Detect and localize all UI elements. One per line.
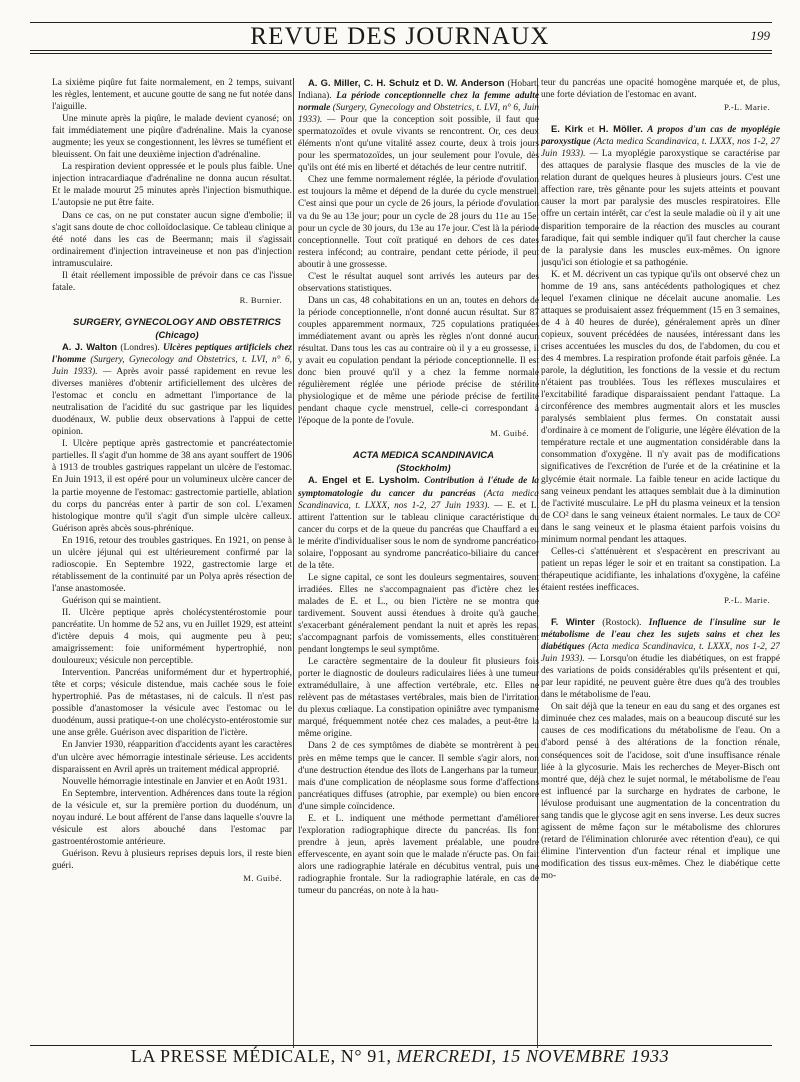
article-author: A. J. Walton <box>62 340 118 352</box>
article-title: A propos d'un cas de myoplégie paroxystique <box>541 125 780 148</box>
paragraph: I. Ulcère peptique après gastrectomie et pancréatectomie partielles. Il s'agit d'un homme de 38 ans ayant souffert de 1906 à 1913 de troubles gastriques rappelant un ulcère de l'estomac. En Juin 1913, il est opéré pour un volumineux ulcère cancer de la partie moyenne de l'estomac: gastrectomie partielle, ablation du corps du pancréas enter à partir de son col. L'examen histologique montre qu'il s'agit d'un simple ulcère calleux. Guérison après abcès sous-phrénique. <box>52 439 292 534</box>
paragraph: K. et M. décrivent un cas typique qu'ils ont observé chez un homme de 19 ans, sans antécédents pathologiques et chez lequel l'examen clinique ne décelait aucune anomalie. Les attaques se produisaient assez fréquemment (15 en 3 semaines, de 4 à 40 heures de durée), généralement après un dîner copieux, souvent précédées de nausées, intéressant dans les crises accentuées les muscles du dos, de l'abdomen, du cou et des 4 membres. La respiration profonde était parfois gênée. La parole, la déglutition, les fonctions de la vessie et du rectum n'étaient pas troublées. Tous les réflexes musculaires et l'excitabilité faradique disparaissaient pendant l'attaque. La circonférence des membres augmentait alors et les muscles paralysés semblaient plus fermes. On constatait aussi d'ordinaire à ce moment de l'oligurie, une légère élévation de la température rectale et une augmentation considérable dans la consommation d'oxygène. Il n'y avait pas de modifications significatives de l'excrétion de l'urée et de la créatinine et la glycémie était normale. La faible teneur en acide lactique du sang veineux pendant les attaques semblait due à la diminution de l'activité musculaire. Le pH du plasma veineux et la tension de CO² dans le sang veineux étaient normales. Le taux de CO² dans le sang veineux et le plasma étaient parfois voisins du minimum normal pendant les attaques. <box>541 269 780 545</box>
footer <box>0 1046 800 1067</box>
article-title: Ulcères peptiques artificiels chez l'homme <box>52 342 292 365</box>
page-number: 199 <box>750 28 770 43</box>
column-3 <box>541 77 780 1037</box>
paragraph: Nouvelle hémorragie intestinale en Janvier et en Août 1931. <box>62 776 288 787</box>
paragraph: C'est le résultat auquel sont arrivés les auteurs par des observations statistiques. <box>298 271 539 294</box>
journal-heading: SURGERY, GYNECOLOGY AND OBSTETRICS <box>73 316 281 328</box>
paragraph: Guérison. Revu à plusieurs reprises depuis lors, il reste bien guéri. <box>52 848 292 871</box>
paragraph: En 1916, retour des troubles gastriques. En 1921, on pense à un ulcère jéjunal qui est ultérieurement confirmé par la radioscopie. En Septembre 1922, gastrectomie large et rétablissement de la continuité par un Polya après résection de l'anse anastomosée. <box>52 535 292 594</box>
article-abstract <box>541 616 780 701</box>
article-reference: (Surgery, Gynecology and Obstetrics, t. LVI, n° 6, Juin 1933). — <box>52 354 292 378</box>
article-text: Lorsqu'on étudie les diabétiques, on est frappé des variations de poids considérables qu'ils présentent et qui, par leur rapidité, ne peuvent guère être dues qu'à des troubles dans le métabolisme de l'eau. <box>541 654 780 701</box>
signature: P.-L. Marie. <box>724 102 770 113</box>
paragraph: Intervention. Pancréas uniformément dur et hypertrophié, tête et corps; vésicule distendue, mais cachée sous le foie hypertrophié. Pas de métastases, ni de calculs. Il n'est pas possible d'anastomoser la vésicule avec l'estomac ou le duodénum, aussi pratique-t-on une cholécysto-entérostomie sur une anse grêle. Guérison avec disparition de l'ictère. <box>52 668 292 739</box>
article-author: A. Engel et E. Lysholm. <box>308 474 420 486</box>
signature: M. Guibé. <box>490 428 529 439</box>
author-place: (Hobart, Indiana). <box>298 79 539 102</box>
paragraph: Celles-ci s'atténuèrent et s'espacèrent en prescrivant au patient un repas léger le soir et en traitant sa constipation. La thérapeutique acidifiante, les inhalations d'oxygène, la caféine étaient restées inefficaces. <box>541 546 780 593</box>
article-title: Contribution à l'étude de la symptomatologie du cancer du pancréas <box>298 476 539 499</box>
paragraph: En Janvier 1930, réapparition d'accidents ayant les caractères d'un ulcère avec hémorragie intestinale sérieuse. Les accidents disparaissent en Avril après un traitement médical approprié. <box>52 740 292 775</box>
paragraph: Il était réellement impossible de prévoir dans ce cas l'issue fatale. <box>52 270 292 293</box>
column-2 <box>298 77 539 1037</box>
article-author: A. G. Miller, C. H. Schulz et D. W. Anderson <box>308 77 505 88</box>
paragraph: Dans ce cas, on ne put constater aucun signe d'embolie; il s'agit sans doute de choc colloïdoclasique. Ce tableau clinique a été noté dans les cas de Beermann; mais il s'agissait ordinairement d'injection intraveineuse et non pas d'injection intramusculaire. <box>52 210 292 269</box>
footer-journal: LA PRESSE MÉDICALE, N° 91, <box>130 1046 397 1066</box>
paragraph: Le caractère segmentaire de la douleur fit plusieurs fois porter le diagnostic de douleurs radiculaires liées à une tumeur extramédullaire, à une affection vertébrale, etc. Elles ne relèvent pas de métastases vertébrales, mais bien de l'irritation du plexus cœliaque. La constipation opiniâtre avec tympanisme marqué, fréquemment notée chez ces malades, a peut-être la même origine. <box>298 657 539 740</box>
article-author: F. Winter <box>551 616 595 628</box>
paragraph: Dans 2 de ces symptômes de diabète se montrèrent à peu près en même temps que le cancer. Il semble s'agir alors, non d'une destruction étendue des îlots de Langerhans par la tumeur, mais d'une complication de néoplasme sous forme d'affections pancréatiques diffuses (atrophie, par exemple) ou bien encore d'une simple coïncidence. <box>298 741 539 812</box>
footer-date: MERCREDI, 15 NOVEMBRE 1933 <box>396 1046 670 1066</box>
article-reference: (Acta medica Scandinavica, t. LXXX, nos 1-2, 27 Juin 1933). — <box>298 488 539 511</box>
article-title: Influence de l'insuline sur le métabolisme de l'eau chez les sujets sains et chez les diabétiques <box>541 618 780 653</box>
article-title: La période conceptionnelle chez la femme adulte normale <box>298 91 539 114</box>
signature: P.-L. Marie. <box>724 594 770 605</box>
article-text: Après avoir passé rapidement en revue les diverses manières d'obtenir artificiellement des ulcères de l'estomac et conclu en admettant l'importance de la neutralisation de l'acidité du suc gastrique par les liquides duodénaux, W. publie deux observations à l'appui de cette opinion. <box>52 367 292 438</box>
paragraph: Dans un cas, 48 cohabitations en un an, toutes en dehors de la période conceptionnelle, n'ont donné aucun résultat. Sur 87 couples apparemment normaux, 725 copulations pratiquées immédiatement avant ou après les règles n'ont donné aucun résultat. Dans tous les cas au contraire où il y a eu grossesse, il y avait eu copulation pendant la période conceptionnelle. Il est donc bien prouvé qu'il y a chez la femme normale régulièrement réglée une période précise de stérilité physiologique et de même une période précise de fertilité pendant chaque cycle menstruel, celle-ci correspondant à l'époque de la ponte de l'ovule. <box>298 295 539 427</box>
header-rule-bottom-thick <box>30 53 772 54</box>
author-place: (Rostock). <box>594 618 649 629</box>
paragraph: On sait déjà que la teneur en eau du sang et des organes est diminuée chez ces malades, mais on a beaucoup discuté sur les causes de ces modifications du métabolisme de l'eau. On a d'abord pensé à des altérations de la fonction rénale, conséquences soit de l'acidose, soit d'une insuffisance rénale liée à la glycosurie. Mais les recherches de Meyer-Bisch ont montré que, déjà chez le sujet normal, le métabolisme de l'eau est influencé par la surcharge en hydrates de carbone, le lévulose produisant une augmentation de la concentration du sang tandis que le glycose agit en sens inverse. Les deux sucres agissent de même façon sur le métabolisme des chlorures (retard de l'élimination chlorurée avec rétention d'eau), ce qui élimine l'intervention d'un facteur rénal et implique une modification des tissus eux-mêmes. Chez le diabétique cette mo- <box>541 702 780 881</box>
author-place: (Londres). <box>117 342 163 353</box>
article-author: E. Kirk <box>551 123 583 135</box>
article-author: H. Möller. <box>598 123 643 135</box>
article-abstract <box>541 123 780 269</box>
page-title: REVUE DES JOURNAUX <box>250 23 550 50</box>
paragraph: Guérison qui se maintient. <box>62 595 161 606</box>
paragraph: En Septembre, intervention. Adhérences dans toute la région de la vésicule et, sur la première portion du duodénum, un noyau induré. Le bout afférent de l'anse dans laquelle s'ouvre la vésicule est alors abouché dans l'estomac par gastroentérostomie antérieure. <box>52 788 292 847</box>
paragraph: Une minute après la piqûre, le malade devient cyanosé; on fait immédiatement une piqûre d'adrénaline. Mais la cyanose augmente; les yeux se congestionnent, les lèvres se tuméfient et bleuissent. On fait une deuxième injection d'adrénaline. <box>52 114 292 161</box>
paragraph: Chez une femme normalement réglée, la période d'ovulation est toujours la même et dépend de la durée du cycle menstruel. C'est ainsi que pour un cycle de 26 jours, la période d'ovulation va du 9e au 13e jour; pour un cycle de 28 jours du 11e au 15e; pour un cycle de 30 jours, du 13e au 17e jour. C'est là la période conceptionnelle. Tout coït pratiqué en dehors de ces dates restera infécond; au contraire, pendant cette période, il peut aboutir à une grossesse. <box>298 175 539 270</box>
column-1 <box>52 77 292 1037</box>
header-rule-bottom <box>30 50 772 51</box>
journal-city: (Stockholm) <box>396 462 451 474</box>
article-abstract <box>298 77 539 174</box>
paragraph: II. Ulcère peptique après cholécystentérostomie pour pancréatite. Un homme de 52 ans, vu en Juillet 1929, est atteint d'ictère depuis 4 mois, qui augmente peu à peu; amaigrissement: foie uniformément hypertrophié, non douloureux; vésicule non perceptible. <box>52 607 292 667</box>
paragraph: Le signe capital, ce sont les douleurs segmentaires, souvent irradiées. Elles ne s'accompagnaient pas d'ictère chez les malades de E. et L., ou bien l'ictère ne se montra que tardivement. Souvent aussi étendues à droite qu'à gauche, s'exacerbant généralement pendant la nuit et après les repas, s'accompagnant parfois de vomissements, elles constituèrent pendant longtemps le seul symptôme. <box>298 572 539 656</box>
article-abstract <box>52 341 292 438</box>
journal-heading: ACTA MEDICA SCANDINAVICA <box>352 450 495 462</box>
article-reference: (Acta medica Scandinavica, t. LXXX, nos 1-2, 27 Juin 1933). — <box>541 642 780 665</box>
signature: R. Burnier. <box>239 294 282 305</box>
paragraph: La respiration devient oppressée et le pouls plus faible. Une injection intracardiaque d'adrénaline ne donna aucun résultat. Et le malade mourut 25 minutes après l'injection bismuthique. L'autopsie ne put être faite. <box>52 162 292 209</box>
article-reference: (Surgery, Gynecology and Obstetrics, t. LVI, n° 6, Juin 1933). — <box>298 103 539 126</box>
column-divider-1 <box>293 78 294 1048</box>
journal-city: (Chicago) <box>155 328 199 340</box>
article-reference: (Acta medica Scandinavica, t. LXXX, nos 1-2, 27 Juin 1933). — <box>541 137 780 160</box>
article-text: E. et L. attirent l'attention sur le tableau clinique caractéristique du cancer du corps et de la queue du pancréas que Chauffard a eu le mérite d'individualiser sous le nom de syndrome pancréatico-solaire, l'opposant au syndrome pancréatico-biliaire du cancer de la tête. <box>298 500 539 571</box>
article-text: Pour que la conception soit possible, il faut que spermatozoïdes et ovule vivants se rencontrent. Or, ces deux éléments n'ont qu'une vitalité assez courte, deux à trois jours pour les spermatozoïdes, un jour seulement pour l'ovule, dès qu'ils ont été mis en liberté et détachés de leur centre nutritif. <box>298 115 539 174</box>
article-abstract <box>298 474 539 571</box>
author-connector: et <box>582 125 599 136</box>
paragraph: E. et L. indiquent une méthode permettant d'améliorer l'exploration radiographique directe du pancréas. Ils font prendre à jeun, après lavement préalable, une poudre effervescente, en ayant soin que le malade n'éructe pas. On fait alors une radiographie latérale en décubitus ventral, puis une radiographie frontale. Sur la radiographie latérale, en cas de tumeur du pancréas, on note à la hau- <box>298 813 539 897</box>
signature: M. Guibé. <box>243 873 282 883</box>
paragraph: teur du pancréas une opacité homogène marquée et, de plus, une forte déviation de l'estomac en avant. <box>541 78 780 101</box>
paragraph: La sixième piqûre fut faite normalement, en 2 temps, suivant les règles, lentement, et aucune goutte de sang ne fut notée dans l'aiguille. <box>52 78 292 113</box>
article-text: La myoplégie paroxystique se caractérise par des attaques de paralysie flasque des muscles de la vie de relation durant de quelques heures à plusieurs jours. C'est une affection rare, très gênante pour les sujets atteints et pouvant causer la mort par paralysie des muscles respiratoires. Elle offre un certain intérêt, car c'est la seule maladie où il y ait une disparition temporaire de la réaction des muscles au courant faradique, fait qui semble indiquer qu'il faut chercher la cause de la paralysie dans les muscles eux-mêmes. On ignore jusqu'ici son étiologie et sa pathogénie. <box>541 149 780 268</box>
